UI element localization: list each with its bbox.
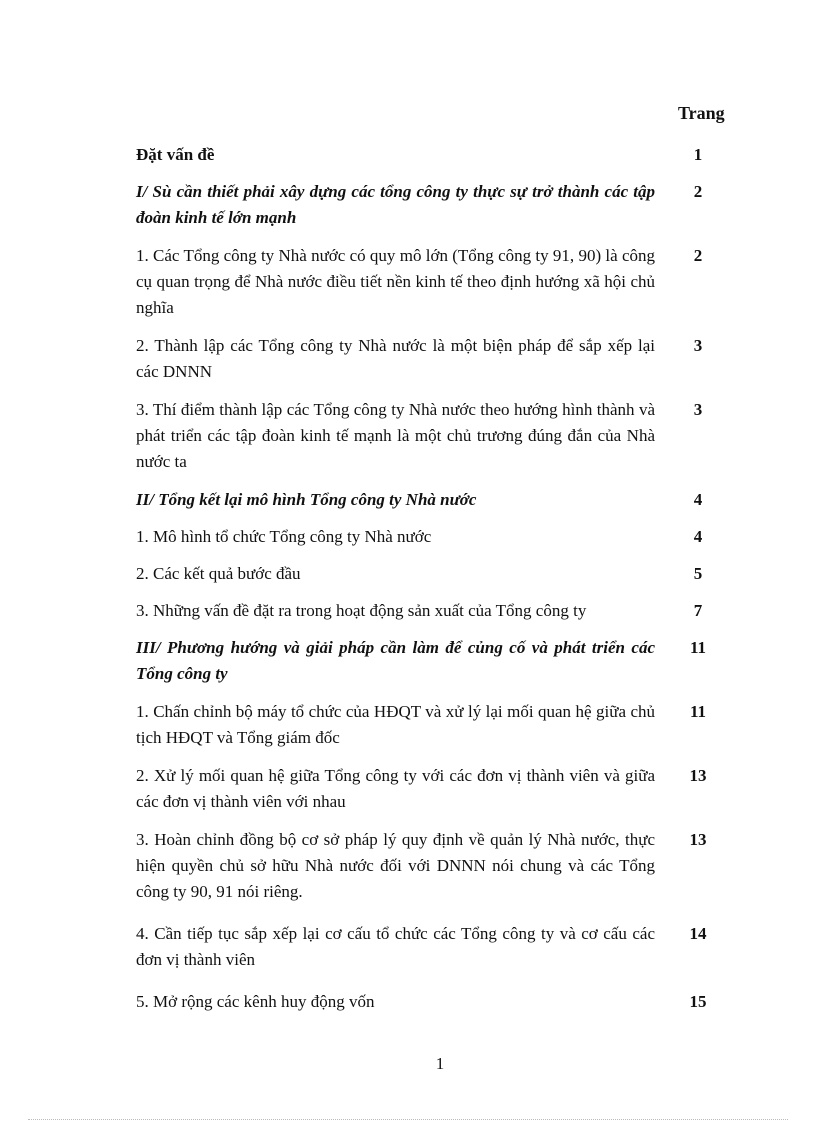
toc-entry-3-2 — [136, 763, 718, 827]
toc-entry-2-2 — [136, 561, 718, 598]
toc-section-3 — [136, 635, 718, 699]
toc-entry-3-5 — [136, 989, 718, 1019]
toc-entry-2-3 — [136, 598, 718, 635]
toc-entry-page: 11 — [689, 638, 707, 657]
toc-entry-text: 2. Các kết quả bước đầu — [136, 564, 301, 583]
toc-entry-text: III/ Phương hướng và giải pháp cần làm để củng cố và phát triển các Tổng công ty — [136, 638, 655, 683]
toc-entry-page: 3 — [693, 400, 703, 419]
toc-entry-text: 3. Thí điểm thành lập các Tổng công ty Nhà nước theo hướng hình thành và phát triển các tập đoàn kinh tế mạnh là một chủ trương đúng đắn của Nhà nước ta — [136, 400, 655, 471]
toc-entry-text: 2. Thành lập các Tổng công ty Nhà nước là một biện pháp để sắp xếp lại các DNNN — [136, 336, 655, 381]
toc-entry-1-3 — [136, 397, 718, 487]
page-column-header: Trang — [678, 103, 725, 123]
toc-entry-text: 1. Chấn chỉnh bộ máy tổ chức của HĐQT và xử lý lại mối quan hệ giữa chủ tịch HĐQT và Tổng giám đốc — [136, 702, 655, 747]
toc-section-1 — [136, 179, 718, 243]
toc-entry-text: I/ Sù cần thiết phải xây dựng các tổng công ty thực sự trở thành các tập đoàn kinh tế lớn mạnh — [136, 182, 655, 227]
toc-entry-text: 2. Xử lý mối quan hệ giữa Tổng công ty với các đơn vị thành viên và giữa các đơn vị thành viên với nhau — [136, 766, 655, 811]
toc-entry-1-2 — [136, 333, 718, 397]
toc-entry-page: 2 — [693, 246, 703, 265]
toc-entry-page: 5 — [693, 564, 703, 583]
toc-entry-2-1 — [136, 524, 718, 561]
toc-entry-page: 4 — [693, 490, 703, 509]
toc-entry-text: Đặt vấn đề — [136, 145, 215, 164]
toc-entry-page: 13 — [689, 766, 707, 785]
page-number: 1 — [435, 1054, 445, 1073]
toc-entry-text: 3. Hoàn chỉnh đồng bộ cơ sở pháp lý quy định về quản lý Nhà nước, thực hiện quyền chủ sở hữu Nhà nước đối với DNNN nói chung và các Tổng công ty 90, 91 nói riêng. — [136, 830, 655, 901]
toc-entry-text: 3. Những vấn đề đặt ra trong hoạt động sản xuất của Tổng công ty — [136, 601, 587, 620]
toc-entry-page: 4 — [693, 527, 703, 546]
toc-entry-page: 15 — [689, 992, 707, 1011]
toc-entry-intro — [136, 142, 718, 179]
toc-entry-page: 11 — [689, 702, 707, 721]
toc-entry-3-4 — [136, 921, 718, 989]
toc-entry-page: 7 — [693, 601, 703, 620]
toc-entry-3-3 — [136, 827, 718, 921]
toc-entry-3-1 — [136, 699, 718, 763]
toc-entry-1-1 — [136, 243, 718, 333]
toc-entry-page: 14 — [689, 924, 707, 943]
footer-divider — [28, 1119, 788, 1120]
toc-section-2 — [136, 487, 718, 524]
toc-entry-text: 4. Cần tiếp tục sắp xếp lại cơ cấu tổ chức các Tổng công ty và cơ cấu các đơn vị thành viên — [136, 924, 655, 969]
toc-entry-page: 13 — [689, 830, 707, 849]
toc-entry-text: 1. Mô hình tổ chức Tổng công ty Nhà nước — [136, 527, 432, 546]
toc-entry-page: 1 — [693, 145, 703, 164]
table-of-contents — [136, 142, 718, 1019]
toc-entry-text: II/ Tổng kết lại mô hình Tổng công ty Nhà nước — [136, 490, 477, 509]
toc-entry-page: 2 — [693, 182, 703, 201]
toc-entry-page: 3 — [693, 336, 703, 355]
toc-entry-text: 1. Các Tổng công ty Nhà nước có quy mô lớn (Tổng công ty 91, 90) là công cụ quan trọng để Nhà nước điều tiết nền kinh tế theo định hướng xã hội chủ nghĩa — [136, 246, 655, 317]
toc-entry-text: 5. Mở rộng các kênh huy động vốn — [136, 992, 375, 1011]
